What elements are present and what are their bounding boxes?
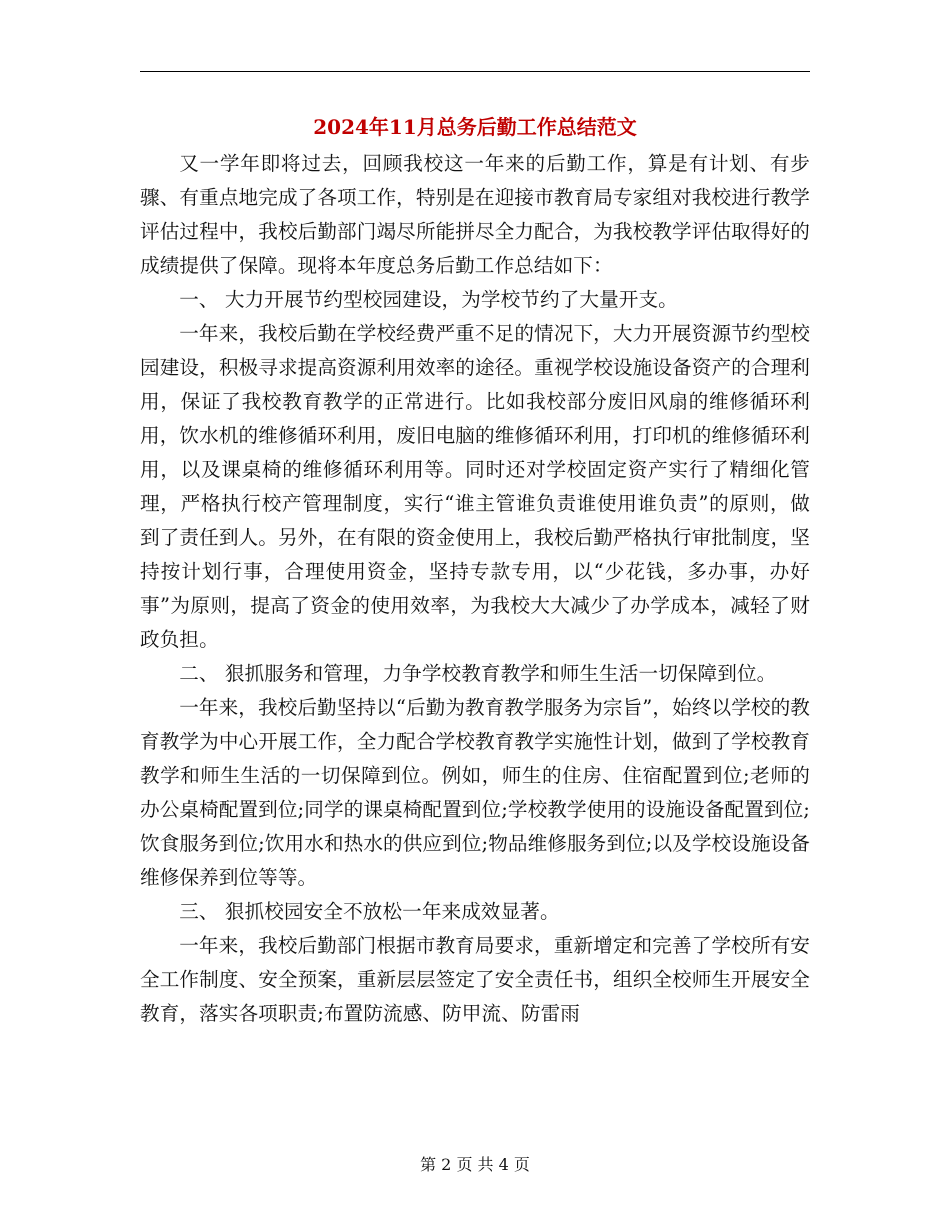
page-number: 第 2 页 共 4 页 (420, 1155, 530, 1174)
section-heading-3: 三、 狠抓校园安全不放松一年来成效显著。 (179, 900, 560, 923)
intro-paragraph: 又一学年即将过去，回顾我校这一年来的后勤工作，算是有计划、有步骤、有重点地完成了各项工作，特别是在迎接市教育局专家组对我校进行教学评估过程中，我校后勤部门竭尽所能拼尽全力配合，为我校教学评估取得好的成绩提供了保障。现将本年度总务后勤工作总结如下： (140, 152, 810, 277)
header-rule (140, 71, 810, 72)
section-paragraph-2: 一年来，我校后勤坚持以“后勤为教育教学服务为宗旨”，始终以学校的教育教学为中心开展工作，全力配合学校教育教学实施性计划，做到了学校教育教学和师生生活的一切保障到位。例如，师生的住房、住宿配置到位;老师的办公桌椅配置到位;同学的课桌椅配置到位;学校教学使用的设施设备配置到位;饮食服务到位;饮用水和热水的供应到位;物品维修服务到位;以及学校设施设备维修保养到位等等。 (140, 696, 810, 889)
section-paragraph-3: 一年来，我校后勤部门根据市教育局要求，重新增定和完善了学校所有安全工作制度、安全预案，重新层层签定了安全责任书，组织全校师生开展安全教育，落实各项职责;布置防流感、防甲流、防雷雨 (140, 934, 810, 1025)
document-title: 2024年11月总务后勤工作总结范文 (313, 115, 637, 139)
document-body (140, 147, 810, 1031)
section-heading-2: 二、 狠抓服务和管理，力争学校教育教学和师生生活一切保障到位。 (179, 662, 777, 685)
section-paragraph-1: 一年来，我校后勤在学校经费严重不足的情况下，大力开展资源节约型校园建设，积极寻求提高资源利用效率的途径。重视学校设施设备资产的合理利用，保证了我校教育教学的正常进行。比如我校部分废旧风扇的维修循环利用，饮水机的维修循环利用，废旧电脑的维修循环利用，打印机的维修循环利用，以及课桌椅的维修循环利用等。同时还对学校固定资产实行了精细化管理，严格执行校产管理制度，实行“谁主管谁负责谁使用谁负责”的原则，做到了责任到人。另外，在有限的资金使用上，我校后勤严格执行审批制度，坚持按计划行事，合理使用资金，坚持专款专用，以“少花钱，多办事，办好事”为原则，提高了资金的使用效率，为我校大大减少了办学成本，减轻了财政负担。 (140, 322, 810, 651)
section-heading-1: 一、 大力开展节约型校园建设，为学校节约了大量开支。 (179, 288, 678, 311)
